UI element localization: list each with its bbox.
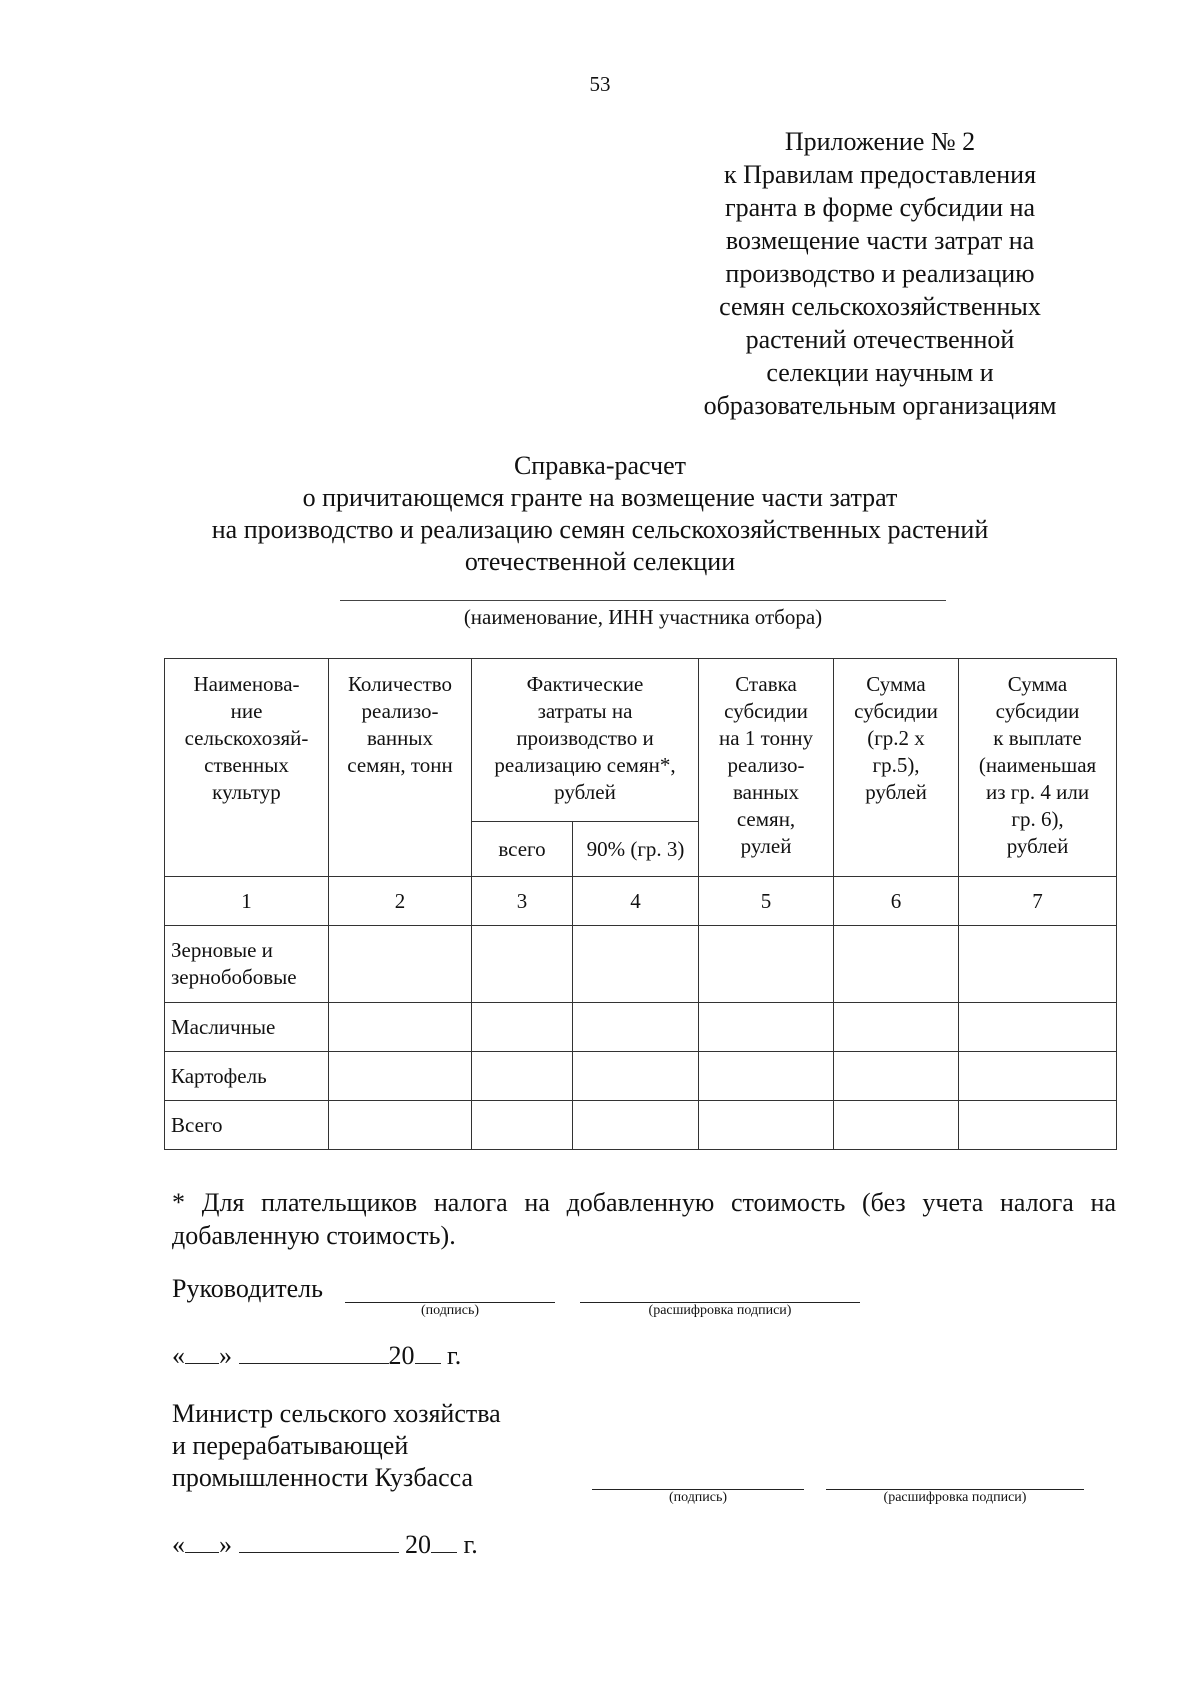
- appendix-line: гранта в форме субсидии на: [724, 193, 1036, 222]
- row-label: Всего: [165, 1101, 329, 1150]
- table-cell[interactable]: [959, 1003, 1117, 1052]
- header-costs-total: всего: [472, 822, 573, 877]
- header-costs-90pct: 90% (гр. 3): [573, 822, 699, 877]
- header-subsidy-sum: Сумма субсидии (гр.2 х гр.5), рублей: [834, 659, 959, 877]
- year-prefix: 20: [388, 1341, 415, 1370]
- column-number: 5: [699, 877, 834, 926]
- date-quote-open: «: [172, 1530, 185, 1559]
- table-cell[interactable]: [834, 1003, 959, 1052]
- year-blank[interactable]: [415, 1339, 441, 1364]
- column-number: 4: [573, 877, 699, 926]
- column-number: 2: [329, 877, 472, 926]
- table-row: [165, 1101, 1117, 1150]
- table-cell[interactable]: [573, 1003, 699, 1052]
- table-cell[interactable]: [959, 926, 1117, 1003]
- header-quantity: Количество реализо- ванных семян, тонн: [329, 659, 472, 877]
- day-blank[interactable]: [185, 1339, 219, 1364]
- document-title: [100, 450, 1100, 578]
- appendix-line: селекции научным и: [766, 358, 994, 387]
- year-suffix: г.: [457, 1530, 478, 1559]
- table-cell[interactable]: [959, 1052, 1117, 1101]
- day-blank[interactable]: [185, 1528, 219, 1553]
- header-actual-costs: Фактические затраты на производство и реализацию семян*, рублей: [472, 659, 699, 822]
- appendix-header: [660, 125, 1100, 422]
- table-cell[interactable]: [834, 1052, 959, 1101]
- header-rate: Ставка субсидии на 1 тонну реализо- ванных семян, рулей: [699, 659, 834, 877]
- head-decode-caption: (расшифровка подписи): [648, 1303, 792, 1318]
- head-signature-caption: (подпись): [420, 1303, 480, 1318]
- appendix-line: семян сельскохозяйственных: [719, 292, 1041, 321]
- title-line: на производство и реализацию семян сельскохозяйственных растений: [211, 515, 989, 544]
- column-number: 7: [959, 877, 1117, 926]
- page-number: 53: [589, 72, 611, 96]
- year-blank[interactable]: [431, 1528, 457, 1553]
- table-cell[interactable]: [329, 1101, 472, 1150]
- table-cell[interactable]: [834, 926, 959, 1003]
- table-cell[interactable]: [699, 1003, 834, 1052]
- minister-role-line: промышленности Кузбасса: [172, 1463, 474, 1492]
- column-number: 6: [834, 877, 959, 926]
- table-cell[interactable]: [472, 1003, 573, 1052]
- minister-signature-caption: (подпись): [668, 1490, 728, 1505]
- column-number: 1: [165, 877, 329, 926]
- appendix-line: производство и реализацию: [725, 259, 1035, 288]
- appendix-line: возмещение части затрат на: [725, 226, 1035, 255]
- minister-role-label: [172, 1398, 501, 1494]
- table-cell[interactable]: [573, 1052, 699, 1101]
- row-label: Картофель: [165, 1052, 329, 1101]
- table-cell[interactable]: [329, 926, 472, 1003]
- head-role-label: Руководитель: [172, 1274, 323, 1303]
- table-cell[interactable]: [699, 926, 834, 1003]
- title-line: Справка-расчет: [513, 451, 687, 480]
- table-cell[interactable]: [472, 1101, 573, 1150]
- minister-role-line: Министр сельского хозяйства: [172, 1399, 501, 1428]
- participant-name-caption: (наименование, ИНН участника отбора): [463, 605, 823, 629]
- header-payout-sum: Сумма субсидии к выплате (наименьшая из гр. 4 или гр. 6), рублей: [959, 659, 1117, 877]
- table-cell[interactable]: [472, 926, 573, 1003]
- appendix-line: образовательным организациям: [703, 391, 1057, 420]
- calculation-table: [164, 658, 1117, 1150]
- table-cell[interactable]: [329, 1052, 472, 1101]
- appendix-line: растений отечественной: [745, 325, 1015, 354]
- header-crop-name: Наименова- ние сельскохозяй- ственных культур: [165, 659, 329, 877]
- table-cell[interactable]: [834, 1101, 959, 1150]
- month-blank[interactable]: [239, 1528, 399, 1553]
- row-label: Масличные: [165, 1003, 329, 1052]
- column-number: 3: [472, 877, 573, 926]
- minister-role-line: и перерабатывающей: [172, 1431, 409, 1460]
- date-quote-close: »: [219, 1341, 232, 1370]
- table-cell[interactable]: [329, 1003, 472, 1052]
- table-cell[interactable]: [573, 926, 699, 1003]
- date-quote-close: »: [219, 1530, 232, 1559]
- table-cell[interactable]: [472, 1052, 573, 1101]
- table-cell[interactable]: [573, 1101, 699, 1150]
- year-suffix: г.: [440, 1341, 462, 1370]
- appendix-line: Приложение № 2: [784, 127, 976, 156]
- appendix-line: к Правилам предоставления: [723, 160, 1037, 189]
- table-row: [165, 1052, 1117, 1101]
- month-blank[interactable]: [239, 1339, 389, 1364]
- vat-footnote: * Для плательщиков налога на добавленную стоимость (без учета налога на добавленную стоимость).: [172, 1188, 1116, 1250]
- title-line: о причитающемся гранте на возмещение части затрат: [302, 483, 898, 512]
- row-label: Зерновые и зернобобовые: [165, 926, 329, 1003]
- minister-decode-caption: (расшифровка подписи): [883, 1490, 1027, 1505]
- table-cell[interactable]: [959, 1101, 1117, 1150]
- table-cell[interactable]: [699, 1052, 834, 1101]
- title-line: отечественной селекции: [464, 547, 736, 576]
- year-prefix: 20: [405, 1530, 431, 1559]
- table-row: [165, 1003, 1117, 1052]
- participant-name-line[interactable]: [340, 600, 946, 601]
- table-row: [165, 926, 1117, 1003]
- minister-date-field[interactable]: [172, 1528, 478, 1560]
- date-quote-open: «: [172, 1341, 185, 1370]
- head-date-field[interactable]: [172, 1339, 461, 1371]
- column-number-row: [165, 877, 1117, 926]
- table-cell[interactable]: [699, 1101, 834, 1150]
